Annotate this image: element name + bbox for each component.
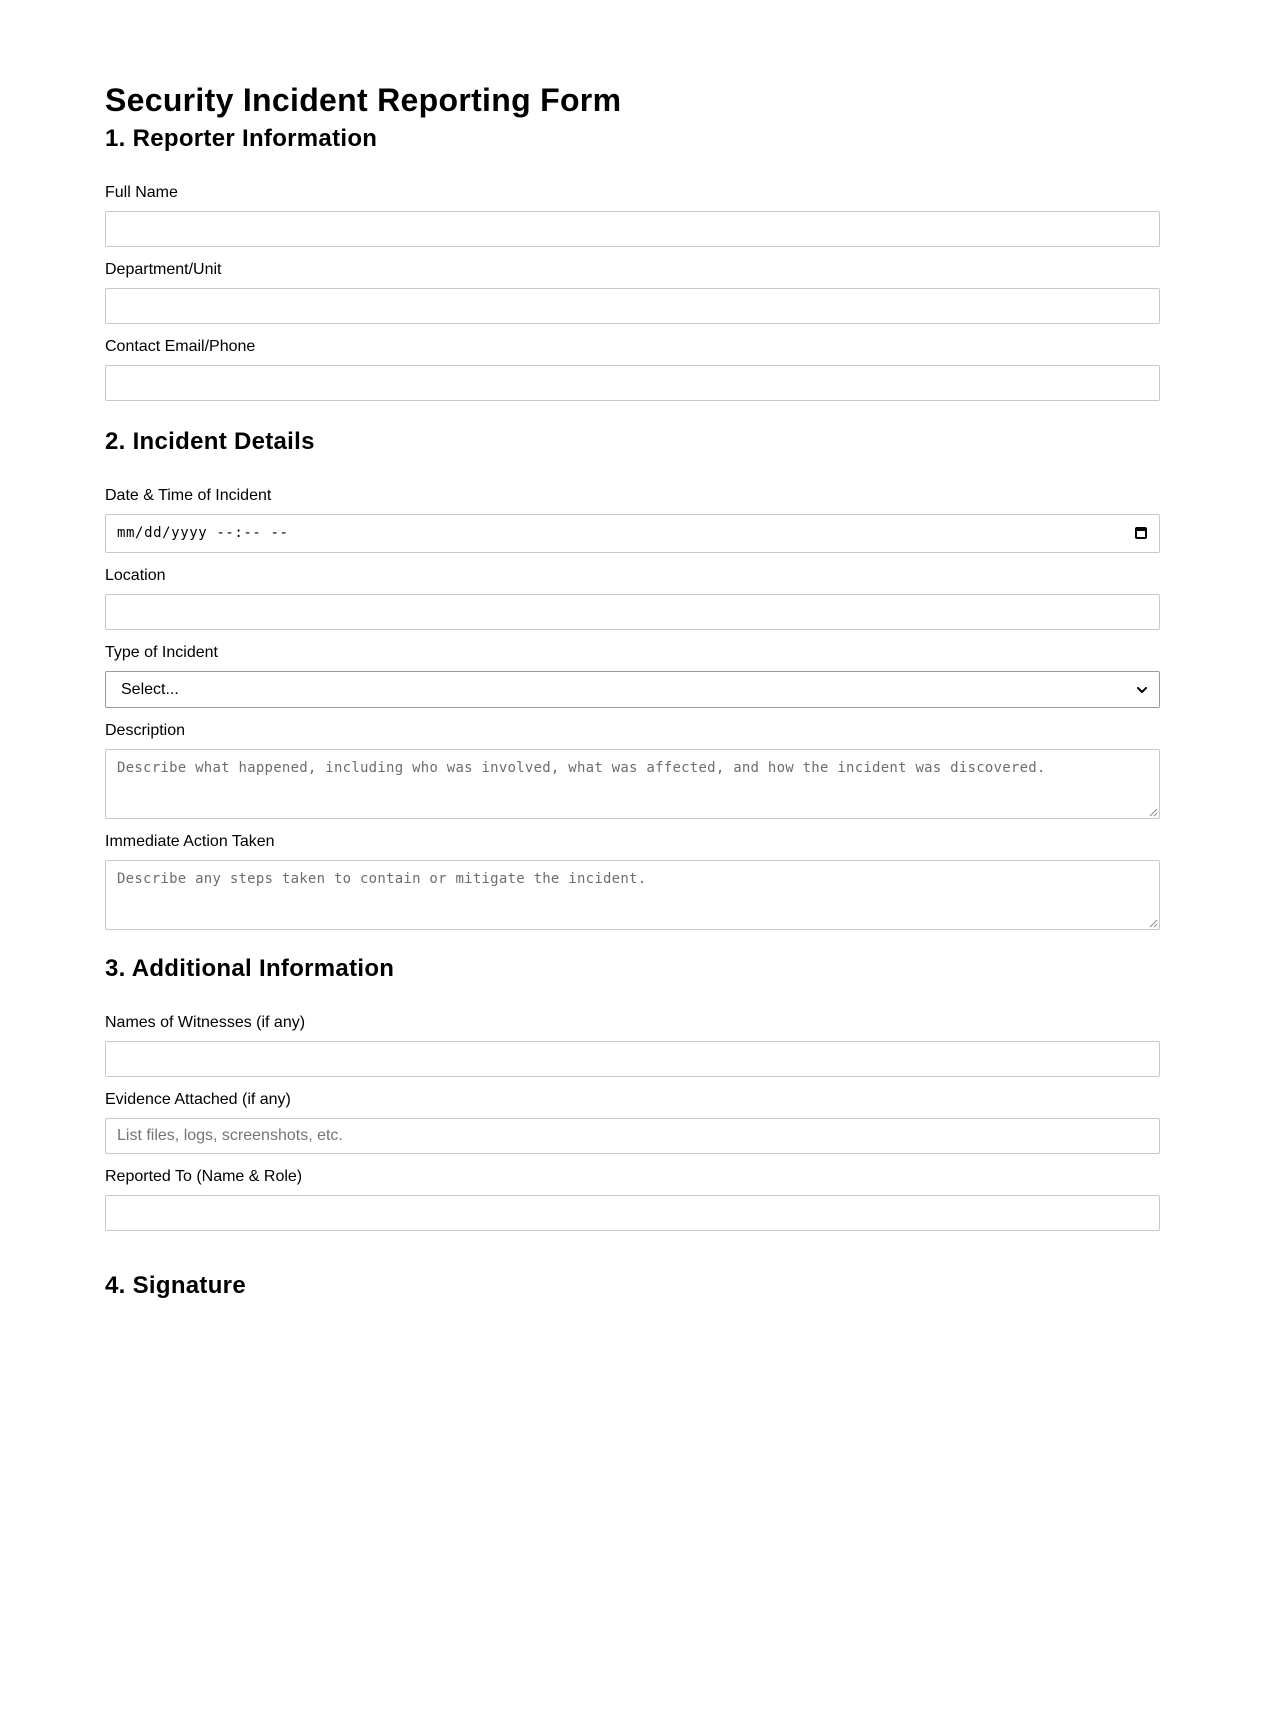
incident-type-selected: Select... (121, 681, 179, 698)
section-heading-incident: 2. Incident Details (105, 428, 315, 455)
witnesses-input[interactable] (105, 1041, 1160, 1077)
calendar-icon[interactable] (1135, 527, 1147, 539)
section-heading-additional: 3. Additional Information (105, 955, 395, 982)
resize-handle-icon[interactable] (1149, 808, 1158, 817)
department-label: Department/Unit (105, 261, 222, 278)
resize-handle-icon[interactable] (1149, 919, 1158, 928)
section-heading-signature: 4. Signature (105, 1272, 246, 1299)
full-name-label: Full Name (105, 184, 178, 201)
section-heading-reporter: 1. Reporter Information (105, 125, 378, 152)
department-input[interactable] (105, 288, 1160, 324)
evidence-label: Evidence Attached (if any) (105, 1091, 291, 1108)
immediate-action-label: Immediate Action Taken (105, 833, 275, 850)
datetime-label: Date & Time of Incident (105, 487, 272, 504)
immediate-action-placeholder: Describe any steps taken to contain or mitigate the incident. (117, 871, 647, 887)
datetime-input[interactable] (105, 514, 1160, 553)
location-label: Location (105, 567, 166, 584)
description-textarea[interactable] (105, 749, 1160, 819)
page-title: Security Incident Reporting Form (105, 82, 622, 118)
immediate-action-textarea[interactable] (105, 860, 1160, 930)
witnesses-label: Names of Witnesses (if any) (105, 1014, 306, 1031)
description-placeholder: Describe what happened, including who was involved, what was affected, and how the incident was discovered. (117, 760, 1046, 776)
contact-input[interactable] (105, 365, 1160, 401)
contact-label: Contact Email/Phone (105, 338, 256, 355)
incident-type-select[interactable] (105, 671, 1160, 708)
full-name-input[interactable] (105, 211, 1160, 247)
description-label: Description (105, 722, 186, 739)
location-input[interactable] (105, 594, 1160, 630)
evidence-input[interactable] (105, 1118, 1160, 1154)
datetime-placeholder: mm/dd/yyyy --:-- -- (117, 525, 289, 541)
reported-to-label: Reported To (Name & Role) (105, 1168, 303, 1185)
reported-to-input[interactable] (105, 1195, 1160, 1231)
evidence-placeholder: List files, logs, screenshots, etc. (117, 1127, 343, 1144)
incident-type-label: Type of Incident (105, 644, 218, 661)
chevron-down-icon (1135, 683, 1149, 697)
